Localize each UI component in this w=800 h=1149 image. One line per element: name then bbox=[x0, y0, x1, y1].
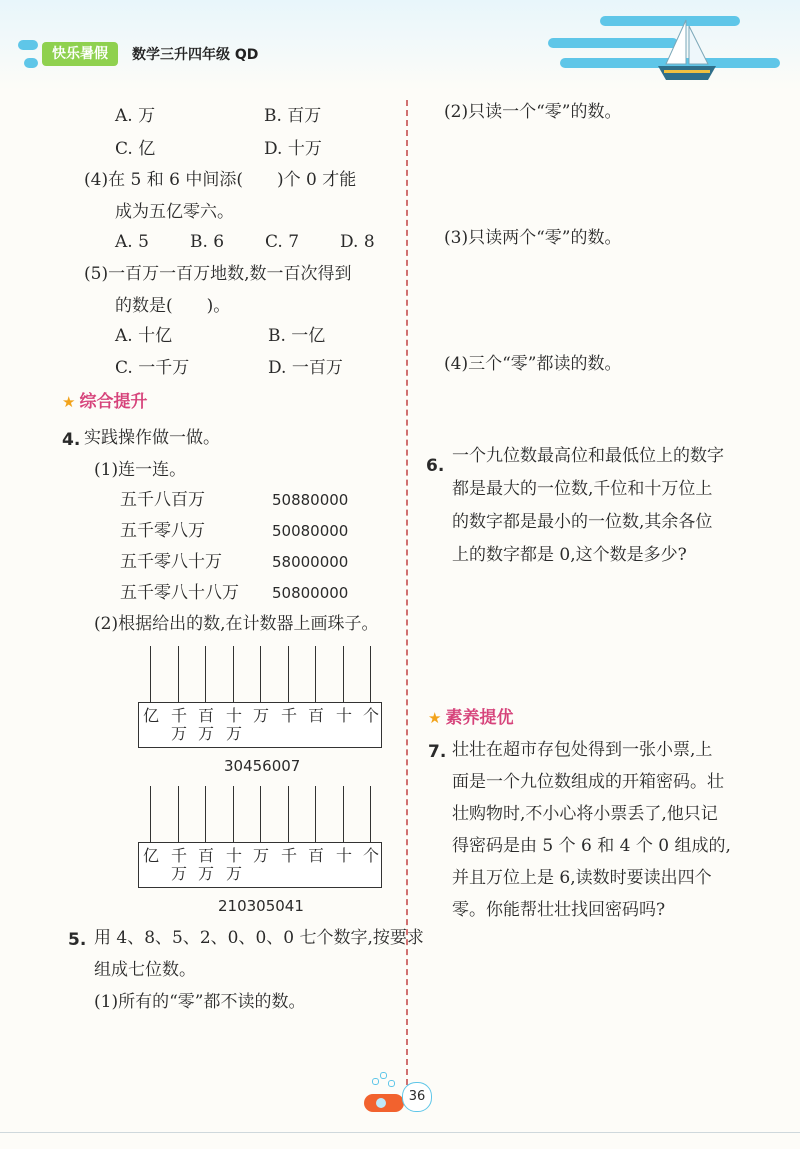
place-label: 十 bbox=[225, 846, 242, 865]
place-label-second: 万 bbox=[197, 864, 214, 883]
sailboat-icon bbox=[652, 16, 722, 88]
abacus-rod[interactable] bbox=[205, 786, 206, 842]
place-label: 百 bbox=[307, 846, 324, 865]
question-text: 组成七位数。 bbox=[94, 960, 196, 980]
option-c: C. 亿 bbox=[115, 139, 156, 159]
question-text: (2)只读一个“零”的数。 bbox=[444, 102, 622, 122]
question-text: 的数是( )。 bbox=[115, 296, 231, 316]
place-label-second: 万 bbox=[170, 724, 187, 743]
question-text: 得密码是由 5 个 6 和 4 个 0 组成的, bbox=[452, 836, 731, 856]
place-label: 百 bbox=[197, 706, 214, 725]
abacus-rod[interactable] bbox=[370, 646, 371, 702]
option-c: C. 一千万 bbox=[115, 358, 190, 378]
question-text: (1)连一连。 bbox=[94, 460, 187, 480]
question-text: 壮壮在超市存包处得到一张小票,上 bbox=[452, 740, 713, 760]
question-number: 4. bbox=[62, 430, 81, 450]
abacus-target-number: 30456007 bbox=[224, 757, 301, 775]
place-label: 百 bbox=[197, 846, 214, 865]
bubble-decoration bbox=[388, 1080, 395, 1087]
match-word: 五千零八十八万 bbox=[120, 583, 239, 603]
abacus-rod[interactable] bbox=[233, 646, 234, 702]
place-label: 万 bbox=[252, 706, 269, 725]
question-text: (4)在 5 和 6 中间添( )个 0 才能 bbox=[84, 170, 357, 190]
question-number: 6. bbox=[426, 456, 445, 476]
abacus-rod[interactable] bbox=[315, 646, 316, 702]
abacus-rod[interactable] bbox=[288, 646, 289, 702]
abacus-counter[interactable] bbox=[140, 786, 382, 890]
question-number: 7. bbox=[428, 742, 447, 762]
question-text: 的数字都是最小的一位数,其余各位 bbox=[452, 512, 713, 532]
abacus-rod[interactable] bbox=[315, 786, 316, 842]
section-heading bbox=[62, 392, 147, 412]
question-text: 都是最大的一位数,千位和十万位上 bbox=[452, 479, 713, 499]
place-label: 亿 bbox=[142, 846, 159, 865]
star-icon: ★ bbox=[62, 393, 76, 411]
submarine-window bbox=[376, 1098, 386, 1108]
match-number: 50880000 bbox=[272, 491, 349, 509]
abacus-rod[interactable] bbox=[288, 786, 289, 842]
footer-rule bbox=[0, 1132, 800, 1133]
question-text: 实践操作做一做。 bbox=[84, 428, 220, 448]
question-text: 上的数字都是 0,这个数是多少? bbox=[452, 545, 687, 565]
match-number: 50800000 bbox=[272, 584, 349, 602]
abacus-counter[interactable] bbox=[140, 646, 382, 750]
bubble-decoration bbox=[380, 1072, 387, 1079]
option-c: C. 7 bbox=[265, 232, 300, 252]
place-label: 百 bbox=[307, 706, 324, 725]
abacus-rod[interactable] bbox=[150, 786, 151, 842]
question-text: 成为五亿零六。 bbox=[115, 202, 234, 222]
place-label: 千 bbox=[170, 846, 187, 865]
option-a: A. 万 bbox=[115, 106, 156, 126]
option-d: D. 8 bbox=[340, 232, 375, 252]
bubble-decoration bbox=[372, 1078, 379, 1085]
question-text: (3)只读两个“零”的数。 bbox=[444, 228, 622, 248]
abacus-base bbox=[138, 842, 382, 888]
question-text: 零。你能帮壮壮找回密码吗? bbox=[452, 900, 666, 920]
place-label-second: 万 bbox=[170, 864, 187, 883]
abacus-rod[interactable] bbox=[370, 786, 371, 842]
place-label-second: 万 bbox=[225, 724, 242, 743]
abacus-rod[interactable] bbox=[343, 646, 344, 702]
abacus-rod[interactable] bbox=[178, 646, 179, 702]
page-number: 36 bbox=[402, 1082, 432, 1112]
question-text: (2)根据给出的数,在计数器上画珠子。 bbox=[94, 614, 379, 634]
star-icon: ★ bbox=[428, 709, 442, 727]
abacus-rod[interactable] bbox=[260, 646, 261, 702]
place-label: 千 bbox=[280, 846, 297, 865]
place-label: 个 bbox=[362, 706, 379, 725]
abacus-rod[interactable] bbox=[205, 646, 206, 702]
place-label: 万 bbox=[252, 846, 269, 865]
question-text: 面是一个九位数组成的开箱密码。壮 bbox=[452, 772, 724, 792]
abacus-rod[interactable] bbox=[343, 786, 344, 842]
match-word: 五千零八十万 bbox=[120, 552, 222, 572]
abacus-rod[interactable] bbox=[150, 646, 151, 702]
option-b: B. 百万 bbox=[264, 106, 322, 126]
match-number: 58000000 bbox=[272, 553, 349, 571]
place-label: 十 bbox=[335, 846, 352, 865]
abacus-target-number: 210305041 bbox=[218, 897, 304, 915]
section-heading-label: 素养提优 bbox=[445, 708, 514, 728]
section-heading bbox=[428, 708, 513, 728]
question-text: 一个九位数最高位和最低位上的数字 bbox=[452, 446, 724, 466]
place-label: 千 bbox=[280, 706, 297, 725]
question-text: (5)一百万一百万地数,数一百次得到 bbox=[84, 264, 352, 284]
match-number: 50080000 bbox=[272, 522, 349, 540]
abacus-rod[interactable] bbox=[233, 786, 234, 842]
abacus-rod[interactable] bbox=[178, 786, 179, 842]
place-label: 亿 bbox=[142, 706, 159, 725]
question-text: (1)所有的“零”都不读的数。 bbox=[94, 992, 306, 1012]
book-badge: 快乐暑假 bbox=[42, 42, 118, 66]
option-b: B. 一亿 bbox=[268, 326, 326, 346]
question-text: 并且万位上是 6,读数时要读出四个 bbox=[452, 868, 712, 888]
place-label-second: 万 bbox=[225, 864, 242, 883]
place-label: 千 bbox=[170, 706, 187, 725]
place-label: 十 bbox=[335, 706, 352, 725]
option-a: A. 5 bbox=[115, 232, 149, 252]
option-d: D. 十万 bbox=[264, 139, 322, 159]
place-label: 十 bbox=[225, 706, 242, 725]
header-decoration bbox=[24, 58, 38, 68]
question-text: 壮购物时,不小心将小票丢了,他只记 bbox=[452, 804, 718, 824]
place-label: 个 bbox=[362, 846, 379, 865]
book-title: 数学三升四年级 QD bbox=[132, 47, 259, 63]
option-b: B. 6 bbox=[190, 232, 225, 252]
match-word: 五千八百万 bbox=[120, 490, 205, 510]
question-number: 5. bbox=[68, 930, 87, 950]
option-a: A. 十亿 bbox=[115, 326, 173, 346]
option-d: D. 一百万 bbox=[268, 358, 343, 378]
place-label-second: 万 bbox=[197, 724, 214, 743]
question-text: 用 4、8、5、2、0、0、0 七个数字,按要求 bbox=[94, 928, 424, 948]
section-heading-label: 综合提升 bbox=[79, 392, 148, 412]
abacus-rod[interactable] bbox=[260, 786, 261, 842]
question-text: (4)三个“零”都读的数。 bbox=[444, 354, 622, 374]
match-word: 五千零八万 bbox=[120, 521, 205, 541]
header-decoration bbox=[18, 40, 38, 50]
abacus-base bbox=[138, 702, 382, 748]
